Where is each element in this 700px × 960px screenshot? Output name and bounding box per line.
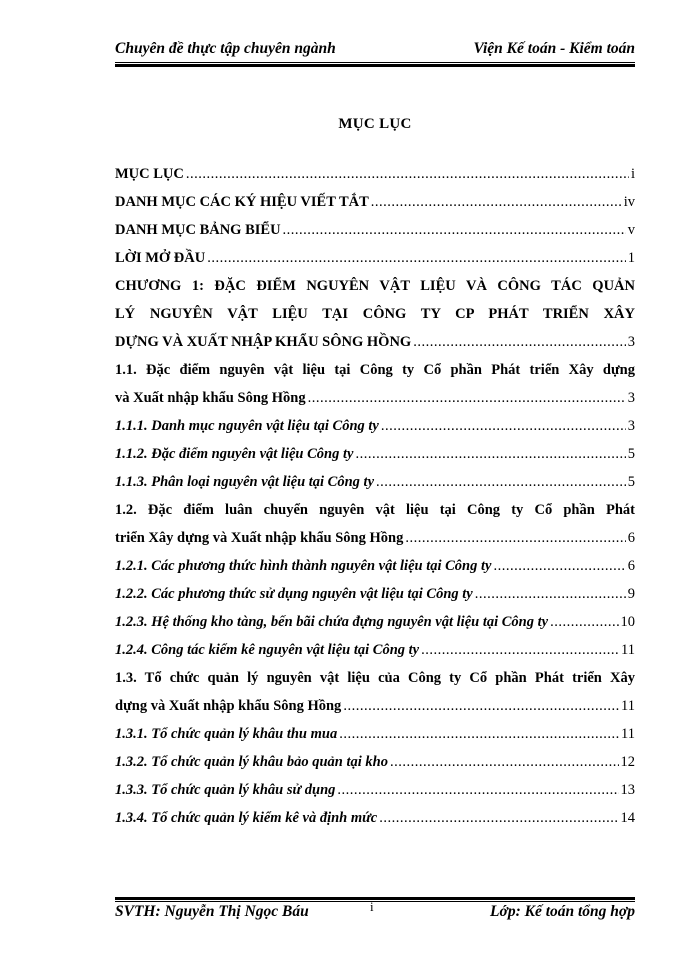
- toc-entry-label: 1.3.1. Tổ chức quản lý khâu thu mua: [115, 726, 338, 742]
- toc-entry-label: DANH MỤC CÁC KÝ HIỆU VIẾT TẮT: [115, 194, 369, 210]
- toc-entry-line: 1.3. Tổ chức quản lý nguyên vật liệu của Công ty Cổ phần Phát triển Xây: [115, 670, 635, 686]
- footer-rule-thin: [115, 901, 635, 902]
- toc-entry[interactable]: [115, 160, 635, 188]
- toc-entry-label: và Xuất nhập khẩu Sông Hồng: [115, 390, 306, 406]
- toc-page-number: 5: [627, 474, 635, 490]
- toc-entry[interactable]: [115, 272, 635, 356]
- dot-leader: [405, 524, 625, 552]
- toc-entry-label: 1.1.3. Phân loại nguyên vật liệu tại Công ty: [115, 474, 375, 490]
- toc-entry-label: DỰNG VÀ XUẤT NHẬP KHẨU SÔNG HỒNG: [115, 334, 412, 350]
- dot-leader: [550, 608, 618, 636]
- toc-page-number: 11: [621, 642, 635, 658]
- toc-entry[interactable]: [115, 636, 635, 664]
- dot-leader: [337, 776, 618, 804]
- footer-class: Lớp: Kế toán tổng hợp: [490, 903, 635, 920]
- toc-entry[interactable]: [115, 356, 635, 412]
- dot-leader: [207, 244, 626, 272]
- toc-entry-label: 1.3.3. Tổ chức quản lý khâu sử dụng: [115, 782, 336, 798]
- toc-entry[interactable]: [115, 412, 635, 440]
- dot-leader: [308, 384, 626, 412]
- toc-page-number: 6: [627, 558, 635, 574]
- toc-page-number: 12: [620, 754, 635, 770]
- toc-entry[interactable]: [115, 776, 635, 804]
- page-number: i: [370, 899, 374, 914]
- toc-entry[interactable]: [115, 804, 635, 832]
- header-institute: Viện Kế toán - Kiểm toán: [473, 40, 635, 57]
- page-header: [115, 38, 635, 62]
- toc-entry-label: triển Xây dựng và Xuất nhập khẩu Sông Hồng: [115, 530, 404, 546]
- dot-leader: [186, 160, 629, 188]
- toc-entry[interactable]: [115, 440, 635, 468]
- toc-entry-line: 1.1. Đặc điểm nguyên vật liệu tại Công ty Cổ phần Phát triển Xây dựng: [115, 362, 635, 378]
- toc-page-number: v: [627, 222, 635, 238]
- toc-entry-label: 1.1.1. Danh mục nguyên vật liệu tại Công ty: [115, 418, 379, 434]
- toc-entry-label: dựng và Xuất nhập khẩu Sông Hồng: [115, 698, 342, 714]
- toc-entry-line: LÝ NGUYÊN VẬT LIỆU TẠI CÔNG TY CP PHÁT TRIỂN XÂY: [115, 306, 635, 322]
- header-rule-thick: [115, 64, 635, 67]
- dot-leader: [343, 692, 619, 720]
- toc-entry-label: 1.3.2. Tổ chức quản lý khâu bảo quản tại kho: [115, 754, 388, 770]
- toc-entry[interactable]: [115, 216, 635, 244]
- page-footer: [115, 899, 635, 925]
- toc-page-number: 11: [621, 726, 635, 742]
- toc-page-number: 13: [620, 782, 635, 798]
- toc-page-number: 3: [627, 390, 635, 406]
- toc-page-number: 1: [627, 250, 635, 266]
- toc-entry[interactable]: [115, 496, 635, 552]
- toc-page-number: 10: [620, 614, 635, 630]
- toc-entry-label: 1.3.4. Tổ chức quản lý kiểm kê và định mức: [115, 810, 378, 826]
- toc-entry[interactable]: [115, 748, 635, 776]
- toc-entry[interactable]: [115, 244, 635, 272]
- dot-leader: [475, 580, 626, 608]
- dot-leader: [355, 440, 625, 468]
- toc-entry[interactable]: [115, 552, 635, 580]
- page-title: MỤC LỤC: [338, 116, 412, 132]
- toc-page-number: iv: [623, 194, 635, 210]
- toc-page-number: 3: [627, 418, 635, 434]
- dot-leader: [381, 412, 626, 440]
- dot-leader: [379, 804, 618, 832]
- header-rule-thin: [115, 62, 635, 63]
- toc-entry-label: 1.2.4. Công tác kiểm kê nguyên vật liệu tại Công ty: [115, 642, 420, 658]
- toc-entry[interactable]: [115, 580, 635, 608]
- dot-leader: [390, 748, 619, 776]
- toc-page-number: 6: [627, 530, 635, 546]
- toc-entry[interactable]: [115, 720, 635, 748]
- toc-page-number: 11: [621, 698, 635, 714]
- toc-page-number: 9: [627, 586, 635, 602]
- toc-entry-label: 1.2.1. Các phương thức hình thành nguyên vật liệu tại Công ty: [115, 558, 492, 574]
- footer-student: SVTH: Nguyễn Thị Ngọc Báu: [115, 903, 309, 920]
- dot-leader: [421, 636, 619, 664]
- dot-leader: [413, 328, 626, 356]
- toc-entry-label: LỜI MỞ ĐẦU: [115, 250, 206, 266]
- header-course-title: Chuyên đề thực tập chuyên ngành: [115, 40, 336, 57]
- toc-page-number: 5: [627, 446, 635, 462]
- toc-entry-line: 1.2. Đặc điểm luân chuyển nguyên vật liệu tại Công ty Cổ phần Phát: [115, 502, 635, 518]
- dot-leader: [376, 468, 626, 496]
- footer-rule-thick: [115, 897, 635, 900]
- dot-leader: [371, 188, 622, 216]
- toc-entry[interactable]: [115, 664, 635, 720]
- toc-page-number: 14: [620, 810, 635, 826]
- table-of-contents: [115, 160, 635, 832]
- toc-entry-label: MỤC LỤC: [115, 166, 184, 182]
- toc-entry-label: 1.1.2. Đặc điểm nguyên vật liệu Công ty: [115, 446, 354, 462]
- toc-page-number: 3: [627, 334, 635, 350]
- toc-entry[interactable]: [115, 188, 635, 216]
- toc-entry-label: 1.2.3. Hệ thống kho tàng, bến bãi chứa đựng nguyên vật liệu tại Công ty: [115, 614, 549, 630]
- dot-leader: [283, 216, 626, 244]
- dot-leader: [493, 552, 625, 580]
- toc-entry-label: DANH MỤC BẢNG BIỂU: [115, 222, 281, 238]
- toc-entry-line: CHƯƠNG 1: ĐẶC ĐIỂM NGUYÊN VẬT LIỆU VÀ CÔNG TÁC QUẢN: [115, 278, 635, 294]
- toc-page-number: i: [630, 166, 635, 182]
- toc-entry[interactable]: [115, 468, 635, 496]
- toc-entry[interactable]: [115, 608, 635, 636]
- dot-leader: [339, 720, 619, 748]
- toc-entry-label: 1.2.2. Các phương thức sử dụng nguyên vật liệu tại Công ty: [115, 586, 473, 602]
